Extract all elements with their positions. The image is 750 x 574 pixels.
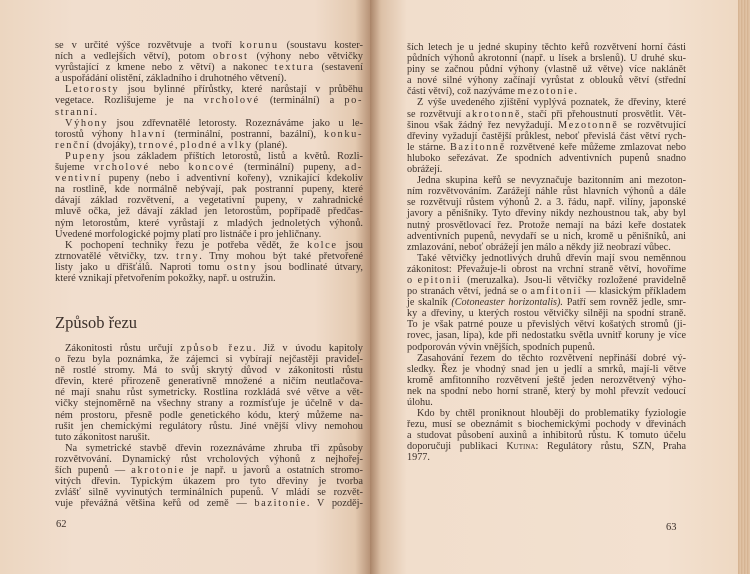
text-segment: adventivních pupenů, nevydaří se u nich, kromě u pěnišníků, ani [407,230,686,242]
text-segment: doporučuji publikaci [407,441,507,453]
text-segment: po stranách větví, jedná se o [407,286,531,298]
text-line [55,498,363,509]
text-line [407,53,686,64]
text-segment: ztrnovatělé větvičky, tzv. [55,250,177,262]
text-segment: Zákonitosti růstu určují [65,343,181,354]
left-page [0,0,370,574]
text-line [55,184,363,195]
text-segment: 1977. [407,452,430,464]
text-segment: o řezu byla poznámka, že zájemci si vybírají nejčastěji pravidel- [55,354,363,366]
text-line [407,208,686,219]
text-segment: ném prostoru, přesně podle genetického kódu, který můžeme na- [55,409,363,421]
text-segment: jsou zdřevnatělé letorosty. Rozeznáváme jako u le- [108,117,363,129]
text-segment: : Regulátory růstu, SZN, Praha [535,441,686,453]
emphasized-term: způsob řezu [180,343,253,354]
text-segment: ních a vedlejších větví), potom [55,51,213,63]
text-line [407,452,686,463]
text-segment: na rostlině, kde normálně nebývají, pak postranní pupeny, které [55,184,363,196]
text-segment: — klasickým příkladem [582,286,686,298]
emphasized-term: kolce [307,239,338,251]
text-line [407,364,686,375]
page-number-right: 63 [666,522,677,533]
text-segment: jsou [337,239,363,251]
text-line [407,175,686,186]
text-segment: Také větvičky jednotlivých druhů dřevin mají svou neměnnou [417,252,686,264]
paragraph [407,353,686,408]
text-segment: nek na spodní nebo horní straně, který by mohl převzít vedoucí [407,385,686,397]
text-line [407,264,686,275]
text-segment: rozvětvené keře můžeme zmlazovat nebo [505,141,686,153]
text-line [407,75,686,86]
text-segment: šinou však žádný řez nevyžadují. [407,119,559,131]
text-line [407,342,686,353]
text-segment: šujeme [55,162,94,174]
text-line [55,262,363,273]
text-line [55,487,363,498]
text-segment: (plané). [252,139,288,151]
emphasized-term: vrcholové [203,95,260,107]
emphasized-term: bazitonie [254,498,307,510]
text-line [407,286,686,297]
text-segment: Na symetrické stavbě dřevin rozeznáváme zhruba tři způsoby [65,442,363,454]
emphasized-term: akrotonně [465,108,521,120]
text-segment: vičky stejnoměrně na všechny strany a rozmísťuje je účelně v da- [55,398,363,410]
paragraph [407,42,686,97]
text-segment: Kdo by chtěl proniknout hlouběji do problematiky fyziologie [417,408,686,420]
text-line [55,454,363,465]
text-segment: půdních výhonů akrotonní (např. u lísek a brslenů). U druhé sku- [407,53,686,65]
text-segment: ním rozvětvováním. Zarážejí náhle růst hlavních výhonů a dále [407,186,686,198]
page-number-left: 62 [56,519,67,530]
text-line [407,353,686,364]
text-line [407,408,686,419]
text-segment: le stárne. [407,141,450,153]
text-segment: je skalník [407,297,452,309]
text-segment: torostů výhony [55,128,131,140]
emphasized-term: ostny [226,261,258,273]
page-stack-edge [738,0,750,574]
text-segment: kromě amfitonního rozvětvení ještě jeden nerozvětvený výho- [407,374,686,386]
text-line [407,397,686,408]
emphasized-term: Pupeny [65,150,106,162]
text-line [55,432,363,443]
text-line [407,231,686,242]
text-segment: hluboko seřezávat. Ze spodních adventivních pupenů snadno [407,152,686,164]
text-segment: . Trny mohou být také přetvořené [199,250,363,262]
text-line [55,195,363,206]
text-segment: (výhony nebo větvičky [248,51,363,63]
emphasized-term: korunu [239,40,279,51]
text-line [55,443,363,454]
text-line [55,476,363,487]
text-segment: se rozvětvují růstem výhonů 2. a 3. řádu, např. vilíny, japonské [407,197,686,209]
text-segment: vitých dřevin. Typickým úkazem pro tyto dřeviny je tvorba [55,476,363,488]
text-line [55,62,363,73]
text-segment: se rozvětvují [407,108,466,120]
text-line [55,95,363,106]
text-segment: nebo [149,162,189,174]
paragraph [55,151,363,240]
text-line [55,107,363,118]
text-line [55,51,363,62]
text-line [407,109,686,120]
text-segment: části větví), což nazýváme [407,86,518,98]
text-segment: Zasahování řezem do těchto rozvětvení nepřináší dobré vý- [417,352,686,364]
text-line [55,273,363,284]
text-line [55,398,363,409]
text-segment: jsou bylinné přírůstky, které narůstají v průběhu [119,84,363,96]
paragraph [407,97,686,175]
text-segment: To je však patrné pouze u převislých větví košatých stromů (ji- [407,319,686,331]
text-line [55,162,363,173]
text-segment: . [574,86,577,98]
text-segment: rovec, jasan, lípa), kde při nedostatku světla uvnitř koruny je více [407,330,686,342]
text-line [407,275,686,286]
text-segment: . Již v úvodu kapitoly [252,343,363,354]
text-segment: a studovat působení auxinů a inhibitorů růstu. K tomuto účelu [407,430,686,442]
section-heading: Způsob řezu [55,313,138,332]
text-segment: úlohu. [407,397,433,408]
paragraph [55,118,363,151]
right-page-text [407,42,686,464]
text-line [407,64,686,75]
text-line [55,218,363,229]
text-segment: mluvě očka, jež dávají základ jen letorostům, popřípadě předčas- [55,206,363,218]
emphasized-term: obrost [212,51,249,63]
italic-text: (Cotoneaster horizontalis). [451,297,563,309]
text-segment: se rozvětvující [618,119,686,131]
text-line [55,410,363,421]
text-segment: zvlášť silně vyvinutých terminálních pupenů. V mládí se rozvět- [55,487,363,499]
text-segment: dřeviny vyžadují častější průklest, neboť převislá část větví rych- [407,130,686,142]
text-segment: vegetace. Rozlišujeme je na [55,95,204,107]
text-line [407,319,686,330]
text-line [55,151,363,162]
text-segment: o [407,274,418,286]
text-segment: rozvětvování. Dynamický růst vrcholových výhonů z nejhořej- [55,453,363,465]
text-segment: Z výše uvedeného zjištění vyplývá poznatek, že dřeviny, které [417,97,686,109]
paragraph [55,40,363,84]
emphasized-term: koncové [188,162,235,174]
text-segment: né mají snahu růst symetricky. Rostlina rozkládá své větve a vět- [55,387,363,399]
paragraph [407,408,686,463]
text-segment: , stačí při přehoustnutí prosvětlit. Vět- [520,108,686,120]
text-segment: listy jako u dřišťálů. Naproti tomu [55,261,227,273]
text-segment: (sestavení [314,62,363,74]
text-segment: ších pupenů — [55,465,132,477]
text-segment: , [174,139,181,151]
paragraph [55,443,363,510]
text-segment: dřevin, které přirozeně generativně množené a ničím neutlačova- [55,376,363,388]
text-segment: ně rostlé stromy. Má to svůj skrytý důvod v zákonitosti růstu [55,365,363,377]
text-line [55,206,363,217]
text-line [55,343,363,354]
text-line [407,197,686,208]
emphasized-term: Bazitonně [450,141,506,153]
text-segment: Uvedené morfologické pojmy platí pro listnáče i pro jehličnany. [55,228,322,240]
text-segment: jsou základem příštích letorostů, listů a květů. Rozli- [105,150,363,162]
left-page-top-text [55,40,363,284]
text-line [55,229,363,240]
emphasized-term: po- [344,95,364,107]
text-segment: rušit jen chemickými regulátory růstu. Jiné vnější vlivy nemohou [55,420,363,432]
text-line [407,419,686,430]
emphasized-term: ventivní [55,173,102,185]
emphasized-term: plodné [180,139,219,151]
left-page-bottom-text [55,343,363,509]
text-segment: nutný prosvětlovací řez. Protože nemají na bázi keře dostatek [407,219,686,231]
emphasized-term: hlavní [130,128,167,140]
text-segment: obrážejí. [407,164,443,176]
text-segment: Jedna skupina keřů se nevyznačuje bazitonním ani mezoton- [417,175,686,187]
text-segment: řezu, musí se obeznámit s biochemickými pochody v dřevinách [407,419,686,431]
text-line [407,386,686,397]
emphasized-term: vrcholové [93,162,150,174]
text-line [55,240,363,251]
text-line [55,376,363,387]
text-line [55,365,363,376]
text-line [55,387,363,398]
paragraph [407,175,686,253]
text-line [55,129,363,140]
text-line [407,441,686,452]
author-name: Kutina [506,441,536,453]
text-segment: (dvojáky), [90,139,139,151]
text-line [55,354,363,365]
emphasized-term: Výhony [65,117,109,129]
text-segment: je např. u javorů a ostatních stromo- [184,465,364,477]
text-line [55,173,363,184]
paragraph [55,240,363,284]
text-segment: zmlazování, neboť obrážejí jen málo a někdy již neobrazí vůbec. [407,241,671,253]
text-line [407,142,686,153]
text-line [407,375,686,386]
text-segment: (meruzalka). Jsou-li větvičky rozložené pravidelně [461,274,686,286]
text-segment: K pochopení techniky řezu je potřeba vědět, že [65,239,308,251]
text-segment: vuje převážná většina keřů od země — [55,498,255,510]
text-segment: a [218,139,228,151]
text-line [407,164,686,175]
text-line [407,242,686,253]
text-segment: jsou bodlinaté útvary, [257,261,363,273]
text-segment: se v určité výšce rozvětvuje a tvoří [55,40,240,51]
text-line [407,120,686,131]
text-line [407,297,686,308]
paragraph [55,84,363,117]
text-line [407,131,686,142]
text-segment: vyrůstající z kmene nebo z větví) a nakonec [55,62,275,74]
text-segment: piny se začnou půdní výhony (vlastně už větve) více naklánět [407,64,686,76]
text-line [55,84,363,95]
text-line [407,42,686,53]
emphasized-term: akrotonie [131,465,185,477]
text-line [55,118,363,129]
emphasized-term: vlky [227,139,253,151]
text-segment: (soustavu koster- [278,40,364,51]
emphasized-term: amfitonii [530,286,583,298]
emphasized-term: epitonii [417,274,462,286]
text-segment: (terminální) pupeny, [234,162,345,174]
text-segment: podporován vývin vnějších, spodních pupenů. [407,341,595,353]
emphasized-term: mezotonie [517,86,575,98]
text-segment: které vznikají přetvořením pokožky, např. u ostružin. [55,272,276,284]
text-line [55,251,363,262]
text-line [407,86,686,97]
text-segment: sledky. Řez je vhodný snad jen u jedlí a smrků, mají-li větve [407,363,686,375]
text-segment: ným letorostům, které vyrůstají z mladých jednoletých výhonů. [55,217,363,229]
text-line [55,465,363,476]
emphasized-term: ad- [344,162,363,174]
emphasized-term: renční [55,139,91,151]
right-page [370,0,740,574]
text-line [55,421,363,432]
emphasized-term: Mezotonně [558,119,619,131]
text-line [407,430,686,441]
text-line [407,330,686,341]
text-line [55,140,363,151]
emphasized-term: Letorosty [65,84,120,96]
text-segment: javory a pěnišníky. Tyto dřeviny nikdy nezhoustnou tak, aby byl [407,208,686,220]
text-segment: ky a dřeviny, u kterých rostou větvičky silněji na spodní straně. [407,308,686,320]
emphasized-term: trnové [138,139,175,151]
text-segment: zákonitost: Převažuje-li obrost na vrchní straně větví, hovoříme [407,263,686,275]
text-segment: a nové silné výhony začínají vyrůstat z oblouků větví (střední [407,75,686,87]
text-line [407,253,686,264]
text-segment: (terminální, postranní, bazální), [166,128,324,140]
text-line [55,73,363,84]
text-segment: ších letech je u jedné skupiny těchto keřů rozvětvení horní části [407,42,686,53]
text-line [55,40,363,51]
text-segment: . V pozděj- [306,498,363,510]
emphasized-term: trny [176,250,200,262]
text-segment: tuto zákonitost narušit. [55,431,150,443]
emphasized-term: konku- [323,128,364,140]
text-line [407,308,686,319]
text-line [407,186,686,197]
text-line [407,220,686,231]
emphasized-term: stranní. [55,106,99,118]
text-segment: pupeny (nebo i adventivní kořeny), vznikající kdekoliv [101,173,363,185]
text-line [407,153,686,164]
paragraph [407,253,686,353]
text-segment: dávají základ rozvětvení, a vegetativní pupeny, v zahradnické [55,195,363,207]
paragraph [55,343,363,443]
emphasized-term: textura [274,62,315,74]
text-segment: a uspořádání olistění, základního i druhotného větvení). [55,73,287,85]
text-segment: Patří sem rovněž jedle, smr- [562,297,687,309]
text-segment: (terminální) a [259,95,345,107]
text-line [407,97,686,108]
